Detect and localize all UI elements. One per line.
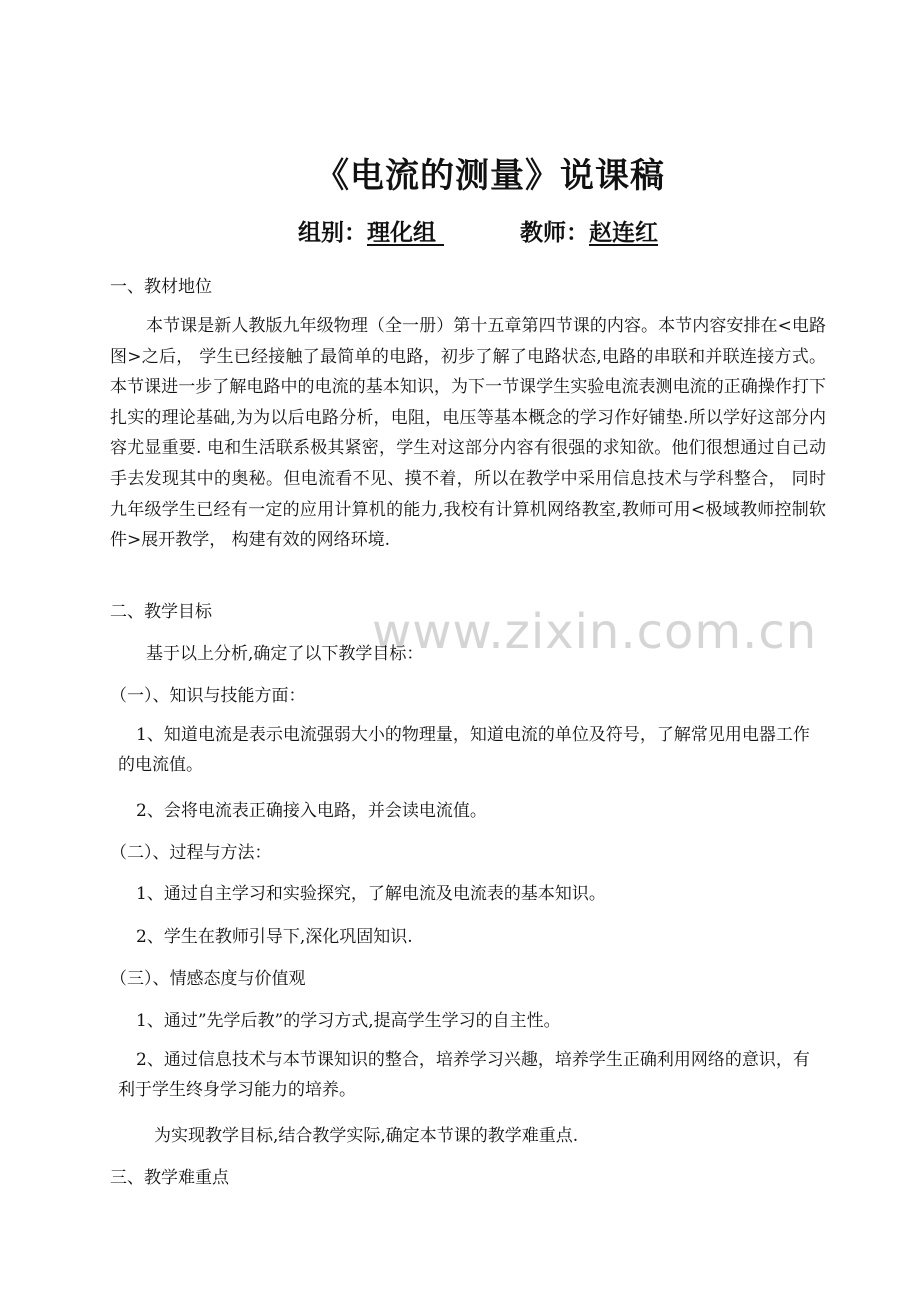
section-heading-2: 二、教学目标 <box>110 602 212 622</box>
goal-group-3-heading: （三）、情感态度与价值观 <box>110 969 306 989</box>
goal-2-item-2: 2、学生在教师引导下,深化巩固知识. <box>136 927 413 947</box>
goal-3-item-1: 1、通过”先学后教”的学习方式,提高学生学习的自主性。 <box>136 1011 561 1031</box>
document-title: 《电流的测量》说课稿 <box>315 156 665 196</box>
section-2-intro: 基于以上分析,确定了以下教学目标： <box>146 644 424 664</box>
section-heading-1: 一、教材地位 <box>110 277 212 297</box>
teacher-label: 教师： <box>520 219 590 246</box>
goal-group-2-heading: （二）、过程与方法： <box>110 843 272 863</box>
goal-2-item-1: 1、通过自主学习和实验探究，了解电流及电流表的基本知识。 <box>136 884 606 904</box>
goal-1-item-2: 2、会将电流表正确接入电路，并会读电流值。 <box>136 801 487 821</box>
group-label: 组别： <box>298 219 367 246</box>
section-1-paragraph: 本节课是新人教版九年级物理（全一册）第十五章第四节课的内容。本节内容安排在<电路图>之后， 学生已经接触了最简单的电路，初步了解了电路状态,电路的串联和并联连接方式。本节课进一步了解电路中的电流的基本知识，为下一节课学生实验电流表测电流的正确操作打下扎实的理论基础,为为以后电路分析，电阻，电压等基本概念的学习作好铺垫.所以学好这部分内容尤显重要. 电和生活联系极其紧密，学生对这部分内容有很强的求知欲。他们很想通过自己动手去发现其中的奥秘。但电流看不见、摸不着，所以在教学中采用信息技术与学科整合， 同时九年级学生已经有一定的应用计算机的能力,我校有计算机网络教室,教师可用<极域教师控制软件>展开教学， 构建有效的网络环境. <box>110 316 826 551</box>
goal-3-item-2: 2、通过信息技术与本节课知识的整合，培养学习兴趣，培养学生正确利用网络的意识，有利于学生终身学习能力的培养。 <box>118 1050 810 1100</box>
group-value: 理化组 <box>367 219 445 246</box>
watermark: www.zixin.com.cn <box>372 604 818 660</box>
goal-1-item-1: 1、知道电流是表示电流强弱大小的物理量，知道电流的单位及符号，了解常见用电器工作的电流值。 <box>118 725 810 775</box>
goal-group-1-heading: （一）、知识与技能方面： <box>110 686 306 706</box>
section-2-conclusion: 为实现教学目标,结合教学实际,确定本节课的教学难重点. <box>154 1126 579 1146</box>
document-subtitle <box>298 214 658 247</box>
section-heading-3: 三、教学难重点 <box>110 1168 229 1188</box>
teacher-value: 赵连红 <box>589 219 659 246</box>
